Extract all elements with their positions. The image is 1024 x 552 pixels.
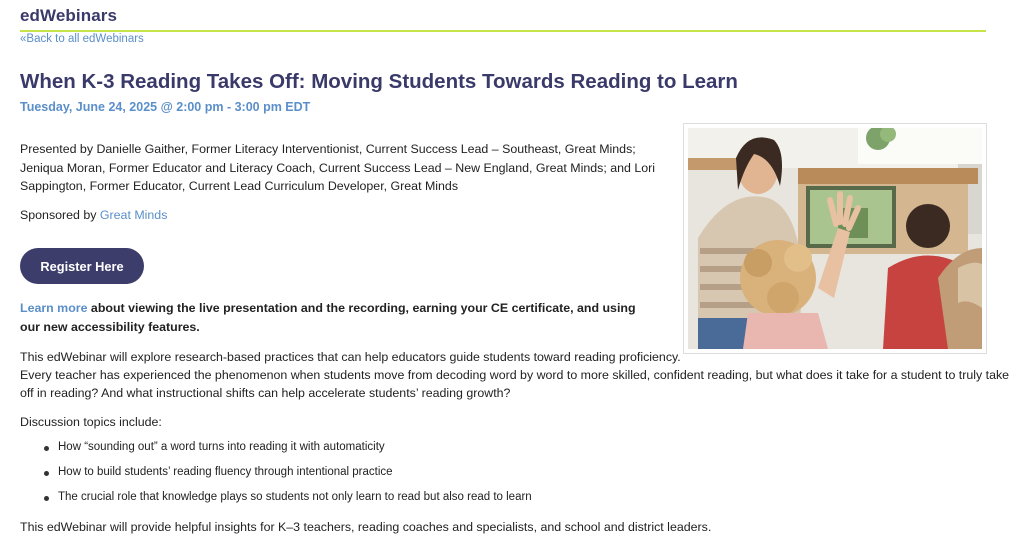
classroom-photo [688, 128, 982, 349]
description [20, 348, 1010, 403]
site-title[interactable]: edWebinars [20, 6, 118, 25]
sponsor-link[interactable]: Great Minds [99, 208, 168, 222]
sponsor-prefix: Sponsored by [20, 208, 100, 222]
discussion-intro: Discussion topics include: [20, 415, 162, 429]
learn-more-text: about viewing the live presentation and the recording, earning your CE certificate, and using our new accessibility features. [20, 301, 636, 334]
register-button[interactable]: Register Here [20, 248, 144, 284]
presenters-text: Presented by Danielle Gaither, Former Literacy Interventionist, Current Success Lead – Southeast, Great Minds; Jeniqua Moran, Former Educator and Literacy Coach, Current Success Lead – New England, Great Minds; and Lori Sappington, Former Educator, Current Lead Curriculum Developer, Great Minds [20, 142, 656, 193]
bullet-icon [44, 446, 49, 451]
classroom-illustration [688, 128, 982, 349]
learn-more-link[interactable]: Learn more [20, 301, 88, 315]
back-to-all-link[interactable]: «Back to all edWebinars [20, 33, 144, 45]
list-item [20, 491, 532, 516]
sponsor-line [20, 208, 167, 222]
topic-text: How “sounding out” a word turns into reading it with automaticity [58, 441, 385, 453]
topic-text: The crucial role that knowledge plays so students not only learn to read but also read to learn [58, 491, 532, 503]
description-line-1: This edWebinar will explore research-based practices that can help educators guide students toward reading proficiency. [20, 350, 681, 364]
webinar-photo-frame [683, 123, 987, 354]
event-date: Tuesday, June 24, 2025 @ 2:00 pm - 3:00 pm EDT [20, 100, 311, 114]
bullet-icon [44, 496, 49, 501]
page-title: When K-3 Reading Takes Off: Moving Students Towards Reading to Learn [20, 70, 738, 93]
site-header [20, 6, 986, 32]
learn-more-paragraph [20, 299, 640, 336]
closing-text: This edWebinar will provide helpful insights for K–3 teachers, reading coaches and specialists, and school and district leaders. [20, 520, 712, 534]
list-item [20, 466, 532, 491]
topic-text: How to build students’ reading fluency through intentional practice [58, 466, 393, 478]
topics-list [20, 441, 532, 516]
list-item [20, 441, 532, 466]
description-line-2: Every teacher has experienced the phenomenon when students move from decoding word by word to more skilled, confident reading, but what does it take for a student to truly take off in reading? And what instructional shifts can help accelerate students’ reading growth? [20, 368, 1010, 401]
bullet-icon [44, 471, 49, 476]
